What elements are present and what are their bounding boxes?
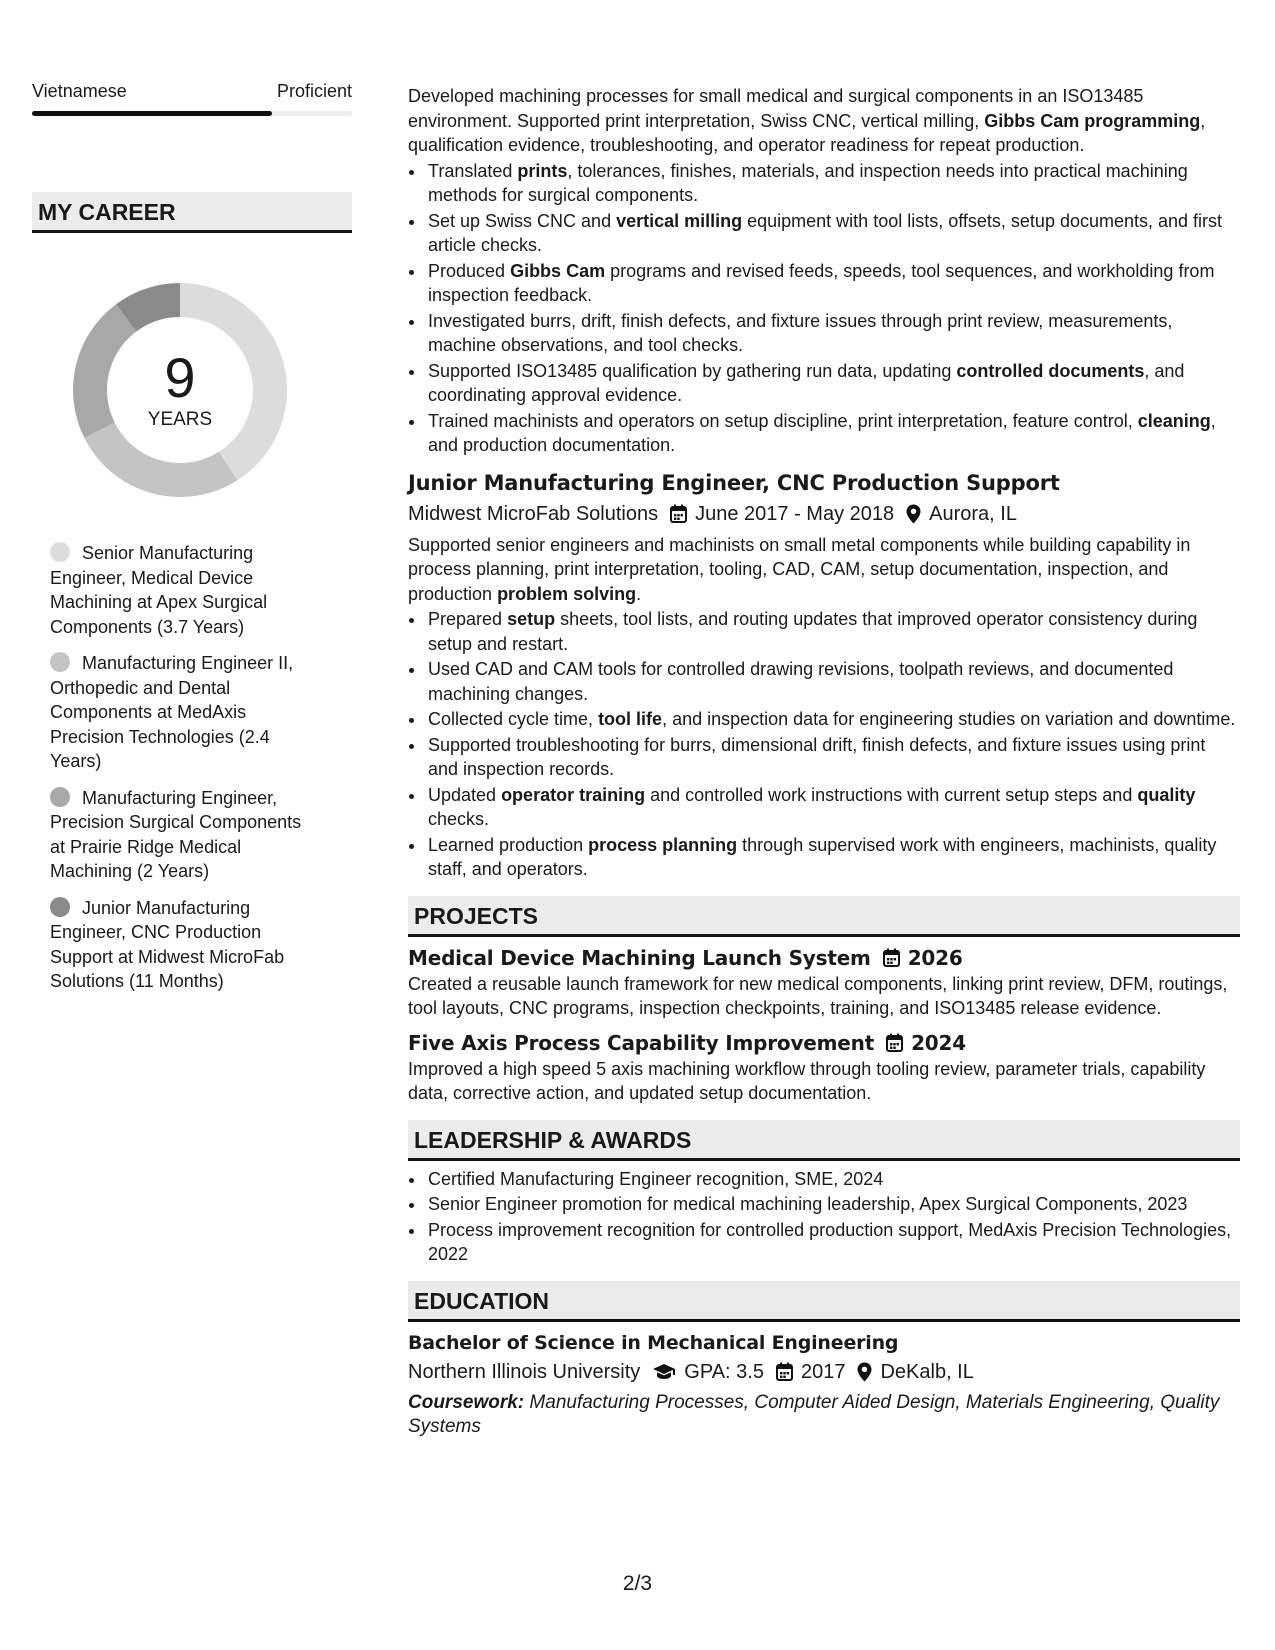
leadership-heading: LEADERSHIP & AWARDS bbox=[408, 1120, 1240, 1161]
job-summary bbox=[408, 84, 1240, 158]
text-run: and controlled work instructions with current setup steps and bbox=[645, 784, 1138, 805]
text-run: Collected cycle time, bbox=[428, 709, 599, 729]
bullet-item bbox=[426, 259, 1240, 308]
text-run: Prepared bbox=[428, 609, 508, 629]
education-entry bbox=[408, 1329, 1240, 1440]
project-description: Improved a high speed 5 axis machining workflow through tooling review, parameter trials, capability data, corrective action, and updated setup documentation. bbox=[408, 1058, 1206, 1103]
text-run: Supported senior engineers and machinists on small metal components while building capability in process planning, print interpretation, tooling, CAD, CAM, setup documentation, inspection, and production bbox=[408, 534, 1191, 604]
language-level: Proficient bbox=[276, 81, 352, 101]
text-run: equipment with tool lists, offsets, setup documents, and first article checks. bbox=[428, 210, 1223, 255]
award-item: • Senior Engineer promotion for medical machining leadership, Apex Surgical Components, 2023 bbox=[426, 1192, 1240, 1217]
career-legend-item bbox=[50, 896, 302, 994]
text-run: . bbox=[636, 583, 642, 604]
text-run: Updated bbox=[428, 784, 502, 805]
education-location: DeKalb, IL bbox=[880, 1360, 974, 1383]
education-degree: Bachelor of Science in Mechanical Engineering bbox=[408, 1331, 899, 1354]
calendar-icon bbox=[883, 948, 900, 967]
text-run: , and coordinating approval evidence. bbox=[428, 360, 1185, 405]
job-dates: June 2017 - May 2018 bbox=[695, 502, 895, 525]
job-bullets bbox=[426, 607, 1240, 882]
bullet-item bbox=[426, 607, 1240, 656]
text-run: , tolerances, finishes, materials, and inspection needs into practical machining methods for surgical components. bbox=[428, 160, 1188, 205]
bold-text: prints bbox=[517, 160, 568, 181]
bold-text: cleaning bbox=[1137, 410, 1211, 431]
career-donut-chart bbox=[65, 275, 295, 505]
language-name: Vietnamese bbox=[32, 81, 127, 101]
legend-label: Junior Manufacturing Engineer, CNC Production Support at Midwest MicroFab Solutions (11 Months) bbox=[50, 897, 285, 991]
location-pin-icon bbox=[906, 504, 921, 524]
career-heading: MY CAREER bbox=[32, 192, 352, 233]
job-bullets bbox=[426, 159, 1240, 458]
bullet-item bbox=[426, 657, 1240, 706]
text-run: Investigated burrs, drift, finish defects, and fixture issues through print review, measurements, machine observations, and tool checks. bbox=[428, 310, 1173, 355]
career-legend-item bbox=[50, 541, 302, 639]
page-number: 2/3 bbox=[622, 1572, 653, 1595]
bullet-item bbox=[426, 359, 1240, 408]
text-run: Supported troubleshooting for burrs, dimensional drift, finish defects, and fixture issues using print and inspection records. bbox=[428, 734, 1206, 779]
bold-text: tool life bbox=[598, 709, 663, 729]
job-title: Junior Manufacturing Engineer, CNC Production Support bbox=[408, 470, 1060, 495]
legend-label: Senior Manufacturing Engineer, Medical Device Machining at Apex Surgical Components (3.7 Years) bbox=[50, 543, 268, 637]
bold-text: controlled documents bbox=[956, 360, 1145, 381]
education-year: 2017 bbox=[800, 1360, 846, 1383]
language-row bbox=[32, 80, 352, 102]
career-legend-item bbox=[50, 651, 302, 774]
bullet-item bbox=[426, 733, 1240, 782]
education-heading: EDUCATION bbox=[408, 1281, 1240, 1322]
career-total-unit: YEARS bbox=[147, 409, 213, 430]
career-total-years: 9 bbox=[164, 346, 196, 409]
bold-text: problem solving bbox=[497, 583, 637, 604]
project-item bbox=[408, 1029, 1240, 1106]
career-legend bbox=[32, 541, 302, 994]
project-year: 2026 bbox=[907, 945, 963, 970]
project-title: Five Axis Process Capability Improvement bbox=[408, 1030, 875, 1055]
text-run: through supervised work with engineers, machinists, quality staff, and operators. bbox=[428, 834, 1217, 879]
legend-dot bbox=[50, 542, 70, 562]
career-legend-item bbox=[50, 786, 302, 884]
text-run: sheets, tool lists, and routing updates that improved operator consistency during setup and restart. bbox=[428, 609, 1198, 654]
text-run: Developed machining processes for small medical and surgical components in an ISO13485 environment. Supported print interpretation, Swiss CNC, vertical milling, bbox=[408, 86, 1144, 131]
bullet-item bbox=[426, 209, 1240, 258]
education-gpa: GPA: 3.5 bbox=[684, 1360, 764, 1383]
legend-dot bbox=[50, 897, 70, 917]
bullet-item bbox=[426, 707, 1240, 732]
award-item: • Process improvement recognition for controlled production support, MedAxis Precision Technologies, 2022 bbox=[426, 1218, 1240, 1267]
bullet-item bbox=[426, 783, 1240, 832]
legend-label: Manufacturing Engineer, Precision Surgical Components at Prairie Ridge Medical Machining (2 Years) bbox=[50, 787, 302, 881]
job-company: Midwest MicroFab Solutions bbox=[408, 502, 659, 525]
bullet-item bbox=[426, 309, 1240, 358]
project-header bbox=[408, 944, 1240, 972]
education-coursework bbox=[408, 1391, 1240, 1440]
bold-text: operator training bbox=[501, 784, 646, 805]
award-item: • Certified Manufacturing Engineer recognition, SME, 2024 bbox=[426, 1167, 1240, 1192]
project-item bbox=[408, 944, 1240, 1021]
donut-center bbox=[65, 275, 295, 505]
location-pin-icon bbox=[857, 1362, 872, 1382]
coursework-label: Coursework: bbox=[408, 1391, 525, 1413]
bullet-item bbox=[426, 409, 1240, 458]
experience-junior bbox=[408, 469, 1240, 882]
calendar-icon bbox=[670, 504, 687, 523]
bold-text: setup bbox=[507, 609, 556, 629]
project-title: Medical Device Machining Launch System bbox=[408, 945, 871, 970]
text-run: Learned production bbox=[428, 834, 589, 855]
education-meta bbox=[408, 1358, 1240, 1386]
text-run: programs and revised feeds, speeds, tool sequences, and workholding from inspection feedback. bbox=[428, 260, 1215, 305]
left-column bbox=[32, 80, 352, 1006]
bullet-item bbox=[426, 159, 1240, 208]
text-run: checks. bbox=[428, 809, 490, 829]
text-run: , and production documentation. bbox=[428, 410, 1216, 455]
project-description: Created a reusable launch framework for new medical components, linking print review, DFM, routings, tool layouts, CNC programs, inspection checkpoints, training, and ISO13485 release evidence. bbox=[408, 973, 1228, 1018]
bold-text: Gibbs Cam bbox=[510, 260, 606, 281]
calendar-icon bbox=[776, 1362, 793, 1381]
job-location: Aurora, IL bbox=[929, 502, 1017, 525]
language-proficiency-bar bbox=[32, 111, 352, 116]
text-run: Used CAD and CAM tools for controlled drawing revisions, toolpath reviews, and documented machining changes. bbox=[428, 659, 1174, 704]
bullet-item bbox=[426, 833, 1240, 882]
text-run: , and inspection data for engineering studies on variation and downtime. bbox=[662, 709, 1236, 729]
job-summary bbox=[408, 533, 1240, 607]
bold-text: Gibbs Cam programming bbox=[984, 110, 1201, 131]
language-proficiency-fill bbox=[32, 111, 272, 116]
legend-dot bbox=[50, 787, 70, 807]
text-run: Produced bbox=[428, 260, 511, 281]
leadership-list bbox=[426, 1167, 1240, 1267]
experience-previous bbox=[408, 84, 1240, 458]
coursework-text: Manufacturing Processes, Computer Aided Design, Materials Engineering, Quality Systems bbox=[408, 1391, 1220, 1437]
bold-text: process planning bbox=[588, 834, 738, 855]
legend-label: Manufacturing Engineer II, Orthopedic and Dental Components at MedAxis Precision Technologies (2.4 Years) bbox=[50, 653, 294, 771]
text-run: , qualification evidence, troubleshooting, and operator readiness for repeat production. bbox=[408, 110, 1206, 155]
legend-dot bbox=[50, 652, 70, 672]
projects-list bbox=[408, 944, 1240, 1106]
text-run: Supported ISO13485 qualification by gathering run data, updating bbox=[428, 360, 957, 381]
job-meta bbox=[408, 500, 1240, 528]
text-run: Trained machinists and operators on setup discipline, print interpretation, feature control, bbox=[428, 410, 1138, 431]
graduation-cap-icon bbox=[652, 1363, 676, 1380]
project-header bbox=[408, 1029, 1240, 1057]
projects-heading: PROJECTS bbox=[408, 896, 1240, 937]
education-school: Northern Illinois University bbox=[408, 1360, 641, 1383]
text-run: Translated bbox=[428, 160, 518, 181]
bold-text: quality bbox=[1137, 784, 1196, 805]
calendar-icon bbox=[886, 1033, 903, 1052]
right-column bbox=[408, 84, 1240, 1440]
project-year: 2024 bbox=[911, 1030, 966, 1055]
bold-text: vertical milling bbox=[616, 210, 743, 231]
text-run: Set up Swiss CNC and bbox=[428, 210, 617, 231]
